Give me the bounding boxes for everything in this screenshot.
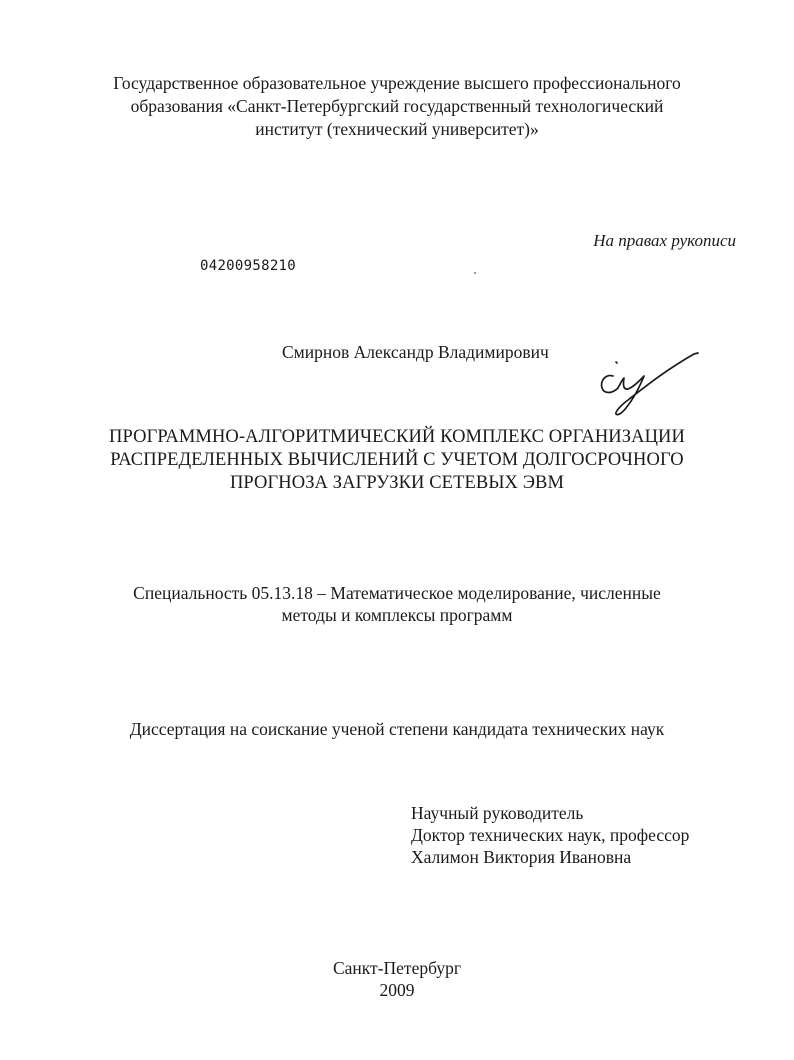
footer-place-year [0, 957, 794, 1001]
specialty-line: методы и комплексы программ [281, 605, 513, 625]
title-line: ПРОГНОЗА ЗАГРУЗКИ СЕТЕВЫХ ЭВМ [229, 473, 565, 493]
supervisor-line: Халимон Виктория Ивановна [411, 847, 632, 867]
institution-line: образования «Санкт-Петербургский государственный технологический [130, 96, 664, 116]
institution-line: Государственное образовательное учреждение высшего профессионального [113, 73, 681, 93]
handwritten-signature [596, 350, 706, 420]
footer-city: Санкт-Петербург [332, 958, 462, 978]
institution-line: институт (технический университет)» [255, 119, 539, 139]
specialty-section [0, 582, 794, 626]
title-line: РАСПРЕДЕЛЕННЫХ ВЫЧИСЛЕНИЙ С УЧЕТОМ ДОЛГОСРОЧНОГО [110, 450, 684, 470]
title-line: ПРОГРАММНО-АЛГОРИТМИЧЕСКИЙ КОМПЛЕКС ОРГАНИЗАЦИИ [109, 427, 685, 447]
manuscript-note: На правах рукописи [593, 231, 736, 250]
author-name: Смирнов Александр Владимирович [282, 342, 549, 362]
scan-speck [474, 272, 476, 274]
supervisor-line: Доктор технических наук, профессор [411, 825, 690, 845]
specialty-line: Специальность 05.13.18 – Математическое моделирование, численные [133, 583, 661, 603]
supervisor-line: Научный руководитель [411, 803, 584, 823]
institution-heading [0, 72, 794, 141]
degree-statement: Диссертация на соискание ученой степени кандидата технических наук [129, 719, 665, 739]
supervisor-block [411, 802, 689, 868]
footer-year: 2009 [379, 980, 415, 1000]
dissertation-title [0, 426, 794, 495]
catalog-number-stamp: 04200958210 [200, 258, 297, 274]
